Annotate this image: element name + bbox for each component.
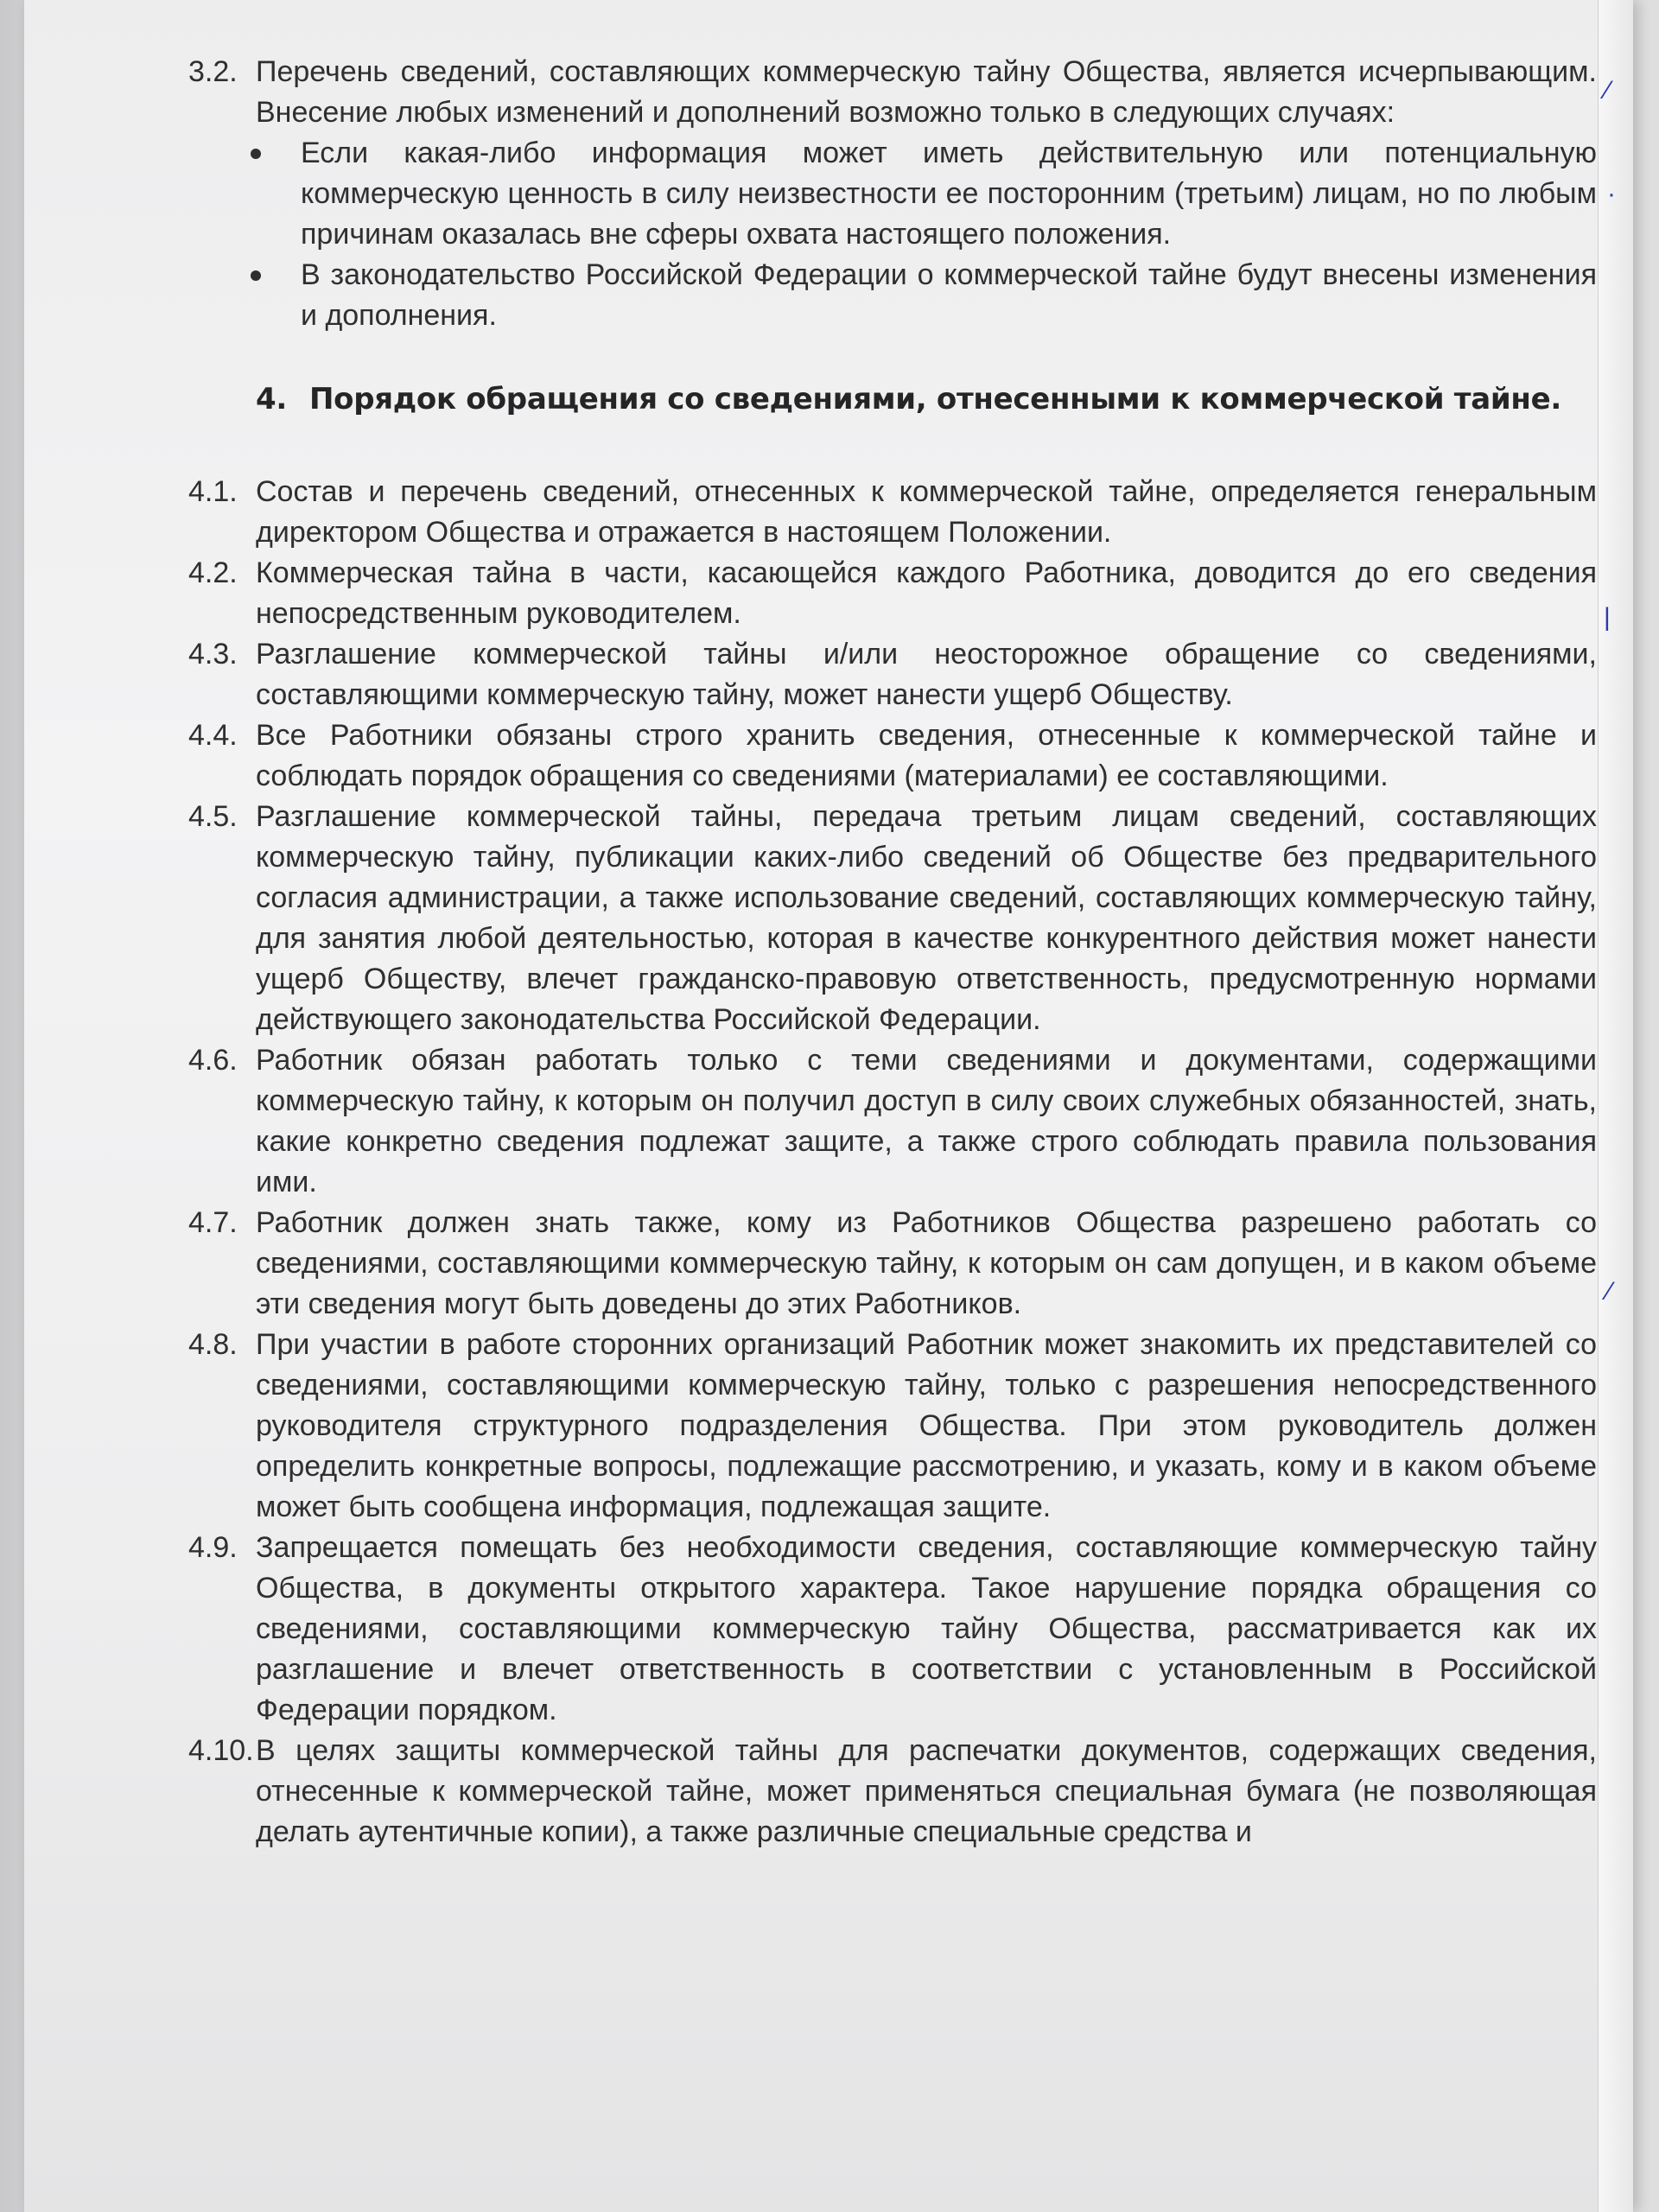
clause-number: 4.9. <box>188 1531 238 1564</box>
page-edge <box>1598 0 1633 2212</box>
clause-text: Разглашение коммерческой тайны, передача третьим лицам сведений, составляющих коммерческую тайну, публикации каких-либо сведений об Обществе без предварительного согласия администрации, а также использование сведений, составляющих коммерческую тайну, для занятия любой деятельностью, которая в качестве конкурентного действия может нанести ущерб Обществу, влечет гражданско-правовую ответственность, предусмотренную нормами действующего законодательства Российской Федерации. <box>256 800 1597 1036</box>
clause-4-4 <box>180 715 1597 797</box>
clause-text: Перечень сведений, составляющих коммерческую тайну Общества, является исчерпывающим. Внесение любых изменений и дополнений возможно только в следующих случаях: <box>256 55 1597 129</box>
section-title: Порядок обращения со сведениями, отнесенными к коммерческой тайне. <box>308 382 1561 416</box>
bullet-item <box>301 255 1597 336</box>
bullet-text: Если какая-либо информация может иметь действительную или потенциальную коммерческую ценность в силу неизвестности ее посторонним (третьим) лицам, но по любым причинам оказалась вне сферы охвата настоящего положения. <box>301 137 1597 251</box>
clause-text: Запрещается помещать без необходимости сведения, составляющие коммерческую тайну Общества, в документы открытого характера. Такое нарушение порядка обращения со сведениями, составляющими коммерческую тайну Общества, рассматривается как их разглашение и влечет ответственность в соответствии с установленным в Российской Федерации порядком. <box>256 1531 1597 1726</box>
bullet-list <box>180 133 1597 336</box>
clause-text: Коммерческая тайна в части, касающейся каждого Работника, доводится до его сведения непосредственным руководителем. <box>256 556 1597 630</box>
clause-text: Работник обязан работать только с теми сведениями и документами, содержащими коммерческую тайну, к которым он получил доступ в силу своих служебных обязанностей, знать, какие конкретно сведения подлежат защите, а также строго соблюдать правила пользования ими. <box>256 1044 1597 1198</box>
clause-number: 4.4. <box>188 719 238 752</box>
clause-number: 4.7. <box>188 1206 238 1239</box>
clause-number: 4.6. <box>188 1044 238 1077</box>
clause-4-10 <box>180 1731 1597 1853</box>
clause-number: 4.1. <box>188 475 238 508</box>
document-page <box>24 0 1633 2212</box>
clause-4-1 <box>180 472 1597 553</box>
document-body <box>180 52 1597 1853</box>
clause-4-9 <box>180 1528 1597 1731</box>
clause-text: При участии в работе сторонних организаций Работник может знакомить их представителей со сведениями, составляющими коммерческую тайну, только с разрешения непосредственного руководителя структурного подразделения Общества. При этом руководитель должен определить конкретные вопросы, подлежащие рассмотрению, и указать, кому и в каком объеме может быть сообщена информация, подлежащая защите. <box>256 1328 1597 1523</box>
clause-4-6 <box>180 1040 1597 1203</box>
clause-number: 4.2. <box>188 556 238 589</box>
clause-4-8 <box>180 1325 1597 1528</box>
clause-3-2 <box>180 52 1597 133</box>
clause-text: Разглашение коммерческой тайны и/или неосторожное обращение со сведениями, составляющими коммерческую тайну, может нанести ущерб Обществу. <box>256 638 1597 711</box>
clause-text: Состав и перечень сведений, отнесенных к коммерческой тайне, определяется генеральным директором Общества и отражается в настоящем Положении. <box>256 475 1597 549</box>
clause-4-3 <box>180 634 1597 715</box>
pen-mark: · <box>1607 180 1616 208</box>
clause-number: 4.5. <box>188 800 238 833</box>
clause-4-7 <box>180 1203 1597 1325</box>
pen-mark: | <box>1604 603 1611 632</box>
clause-4-2 <box>180 553 1597 634</box>
clause-4-5 <box>180 797 1597 1040</box>
clause-number: 4.10. <box>188 1734 254 1767</box>
section-heading <box>256 379 1597 420</box>
clause-text: Работник должен знать также, кому из Работников Общества разрешено работать со сведениями, составляющими коммерческую тайну, к которым он сам допущен, и в каком объеме эти сведения могут быть доведены до этих Работников. <box>256 1206 1597 1320</box>
pen-mark: ⁄ <box>1607 1277 1612 1306</box>
bullet-text: В законодательство Российской Федерации о коммерческой тайне будут внесены изменения и дополнения. <box>301 258 1597 332</box>
pen-mark: ⁄ <box>1605 76 1611 105</box>
clause-number: 4.8. <box>188 1328 238 1361</box>
bullet-item <box>301 133 1597 255</box>
section-number: 4. <box>256 382 287 416</box>
bullet-icon <box>251 149 261 159</box>
clause-text: Все Работники обязаны строго хранить сведения, отнесенные к коммерческой тайне и соблюдать порядок обращения со сведениями (материалами) ее составляющими. <box>256 719 1597 792</box>
bullet-icon <box>251 270 261 281</box>
clause-number: 4.3. <box>188 638 238 671</box>
clause-text: В целях защиты коммерческой тайны для распечатки документов, содержащих сведения, отнесенные к коммерческой тайне, может применяться специальная бумага (не позволяющая делать аутентичные копии), а также различные специальные средства и <box>256 1734 1597 1848</box>
clause-number: 3.2. <box>188 55 238 88</box>
